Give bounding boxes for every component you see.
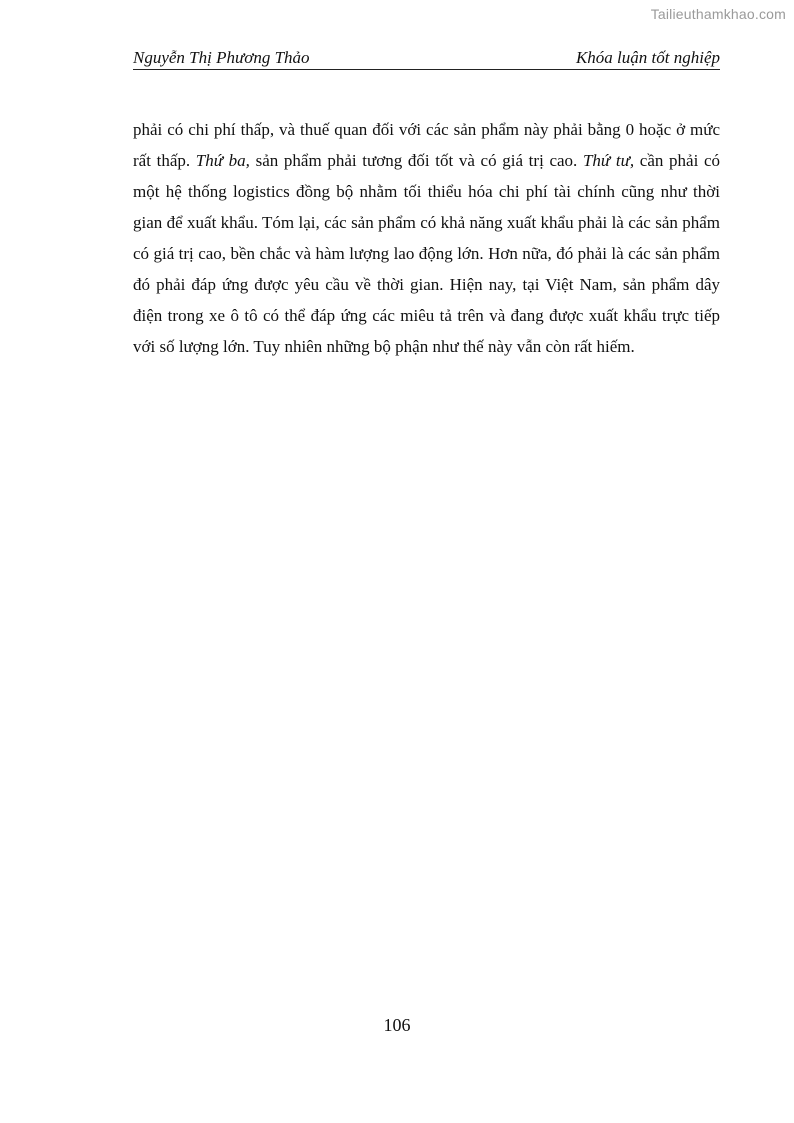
body-paragraph [133,114,720,362]
header-title: Khóa luận tốt nghiệp [575,48,720,67]
header-author: Nguyễn Thị Phương Thảo [133,48,310,67]
paragraph-text-3: cần phải có một hệ thống logistics đồng bộ nhằm tối thiểu hóa chi phí tài chính cũng như thời gian để xuất khẩu. Tóm lại, các sản phẩm có khả năng xuất khẩu phải là các sản phẩm có giá trị cao, bền chắc và hàm lượng lao động lớn. Hơn nữa, đó phải là các sản phẩm đó phải đáp ứng được yêu cầu về thời gian. Hiện nay, tại Việt Nam, sản phẩm dây điện trong xe ô tô có thể đáp ứng các miêu tả trên và đang được xuất khẩu trực tiếp với số lượng lớn. Tuy nhiên những bộ phận như thế này vẫn còn rất hiếm. [133,151,720,356]
paragraph-italic-1: Thứ ba, [195,151,250,170]
paragraph-text-1: phải có chi phí thấp, và thuế quan đối với các sản phẩm này phải bằng 0 hoặc ở mức rất thấp. [133,120,720,170]
page-number: 106 [383,1015,411,1035]
page-header [133,47,720,70]
paragraph-text-2: sản phẩm phải tương đối tốt và có giá trị cao. [249,151,583,170]
watermark: Tailieuthamkhao.com [650,6,786,22]
paragraph-italic-2: Thứ tư, [582,151,635,170]
